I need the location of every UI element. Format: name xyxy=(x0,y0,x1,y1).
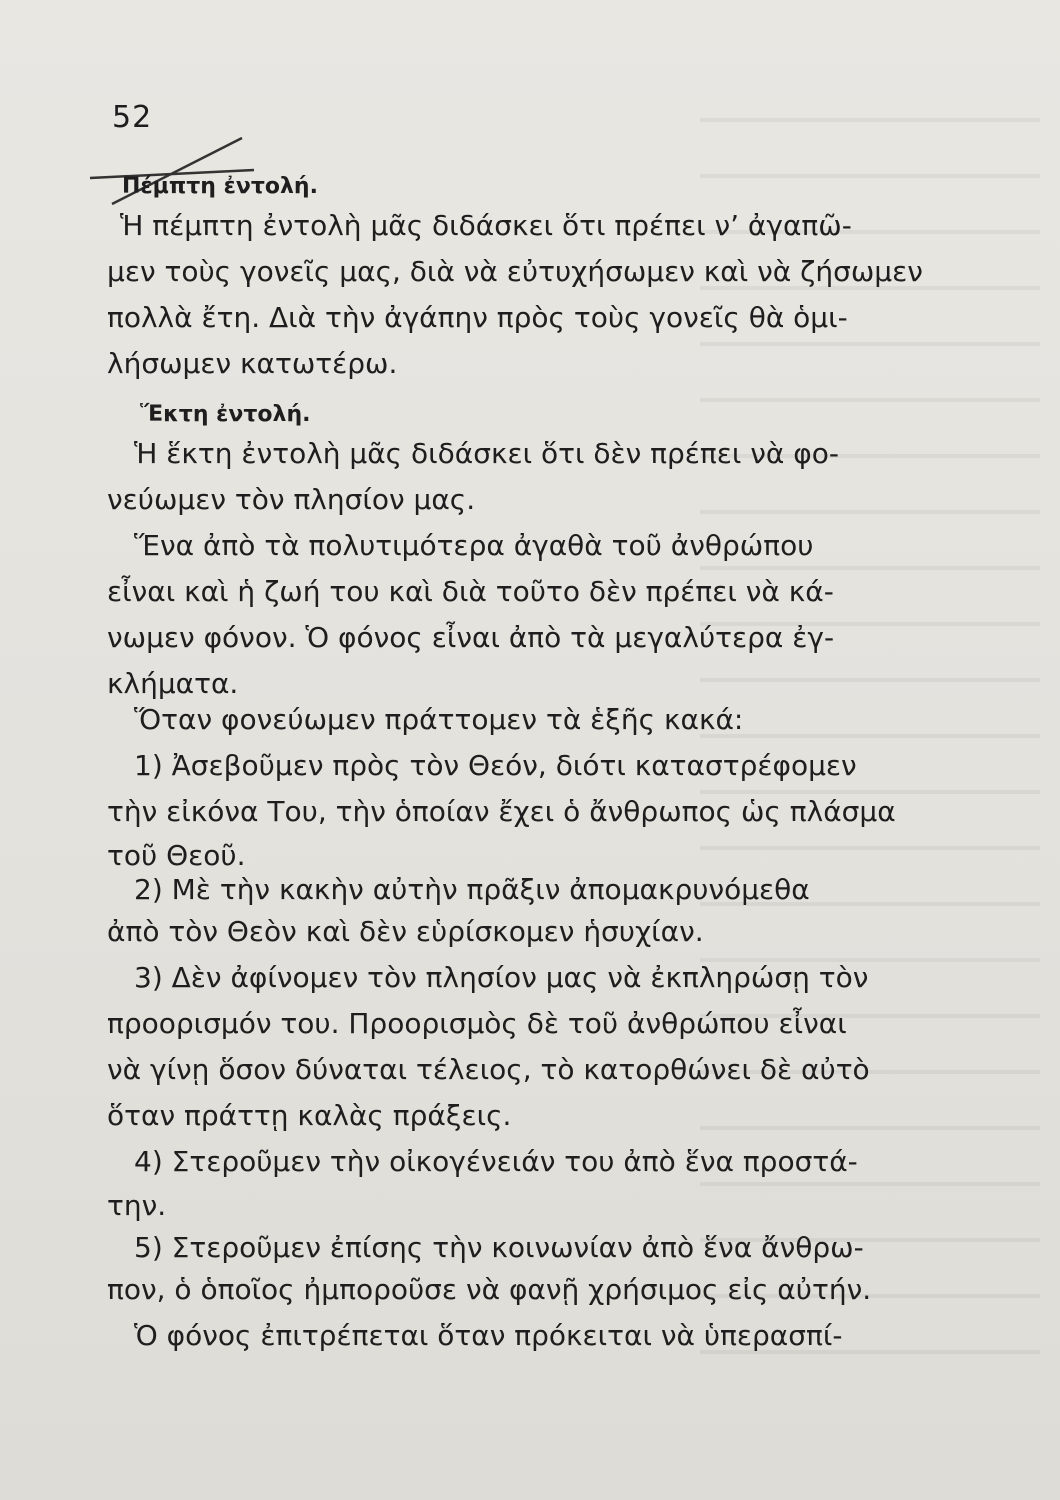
text-line: Ὁ φόνος ἐπιτρέπεται ὅταν πρόκειται νὰ ὑπερασπί- xyxy=(134,1319,843,1352)
text-line: τοῦ Θεοῦ. xyxy=(107,839,246,872)
text-line: προορισμόν του. Προορισμὸς δὲ τοῦ ἀνθρώπου εἶναι xyxy=(107,1007,847,1040)
text-line: ὅταν πράττῃ καλὰς πράξεις. xyxy=(107,1099,512,1132)
text-line: κλήματα. xyxy=(107,667,239,700)
text-line: νὰ γίνῃ ὅσον δύναται τέλειος, τὸ κατορθώνει δὲ αὐτὸ xyxy=(107,1053,870,1086)
text-line: 5) Στεροῦμεν ἐπίσης τὴν κοινωνίαν ἀπὸ ἕνα ἄνθρω- xyxy=(134,1231,864,1264)
text-line: Ἡ ἕκτη ἐντολὴ μᾶς διδάσκει ὅτι δὲν πρέπει νὰ φο- xyxy=(134,437,839,470)
text-line: τὴν εἰκόνα Του, τὴν ὁποίαν ἔχει ὁ ἄνθρωπος ὡς πλάσμα xyxy=(107,795,896,828)
text-line: 4) Στεροῦμεν τὴν οἰκογένειάν του ἀπὸ ἕνα προστά- xyxy=(134,1145,858,1178)
text-line: Ἕνα ἀπὸ τὰ πολυτιμότερα ἀγαθὰ τοῦ ἀνθρώπου xyxy=(134,529,814,562)
text-line: ἀπὸ τὸν Θεὸν καὶ δὲν εὑρίσκομεν ἡσυχίαν. xyxy=(107,915,704,948)
text-line: την. xyxy=(107,1189,167,1222)
page-number: 52 xyxy=(112,100,153,135)
text-line: λήσωμεν κατωτέρω. xyxy=(107,347,398,380)
heading-fifth-commandment: Πέμπτη ἐντολή. xyxy=(122,174,318,199)
text-line: μεν τοὺς γονεῖς μας, διὰ νὰ εὐτυχήσωμεν καὶ νὰ ζήσωμεν xyxy=(107,255,923,288)
heading-sixth-commandment: Ἕκτη ἐντολή. xyxy=(140,402,311,427)
text-line: πολλὰ ἔτη. Διὰ τὴν ἀγάπην πρὸς τοὺς γονεῖς θὰ ὁμι- xyxy=(107,301,848,334)
text-line: πον, ὁ ὁποῖος ἠμποροῦσε νὰ φανῇ χρήσιμος εἰς αὐτήν. xyxy=(107,1273,872,1306)
text-line: εἶναι καὶ ἡ ζωή του καὶ διὰ τοῦτο δὲν πρέπει νὰ κά- xyxy=(107,575,834,608)
text-line: 2) Μὲ τὴν κακὴν αὐτὴν πρᾶξιν ἀπομακρυνόμεθα xyxy=(134,873,810,906)
text-line: νεύωμεν τὸν πλησίον μας. xyxy=(107,483,476,516)
text-line: νωμεν φόνον. Ὁ φόνος εἶναι ἀπὸ τὰ μεγαλύτερα ἐγ- xyxy=(107,621,835,654)
text-line: 1) Ἀσεβοῦμεν πρὸς τὸν Θεόν, διότι καταστρέφομεν xyxy=(134,749,857,782)
text-line: Ὅταν φονεύωμεν πράττομεν τὰ ἑξῆς κακά: xyxy=(134,703,744,736)
text-line: 3) Δὲν ἀφίνομεν τὸν πλησίον μας νὰ ἐκπληρώσῃ τὸν xyxy=(134,961,869,994)
text-line: Ἡ πέμπτη ἐντολὴ μᾶς διδάσκει ὅτι πρέπει ν’ ἀγαπῶ- xyxy=(120,209,852,242)
